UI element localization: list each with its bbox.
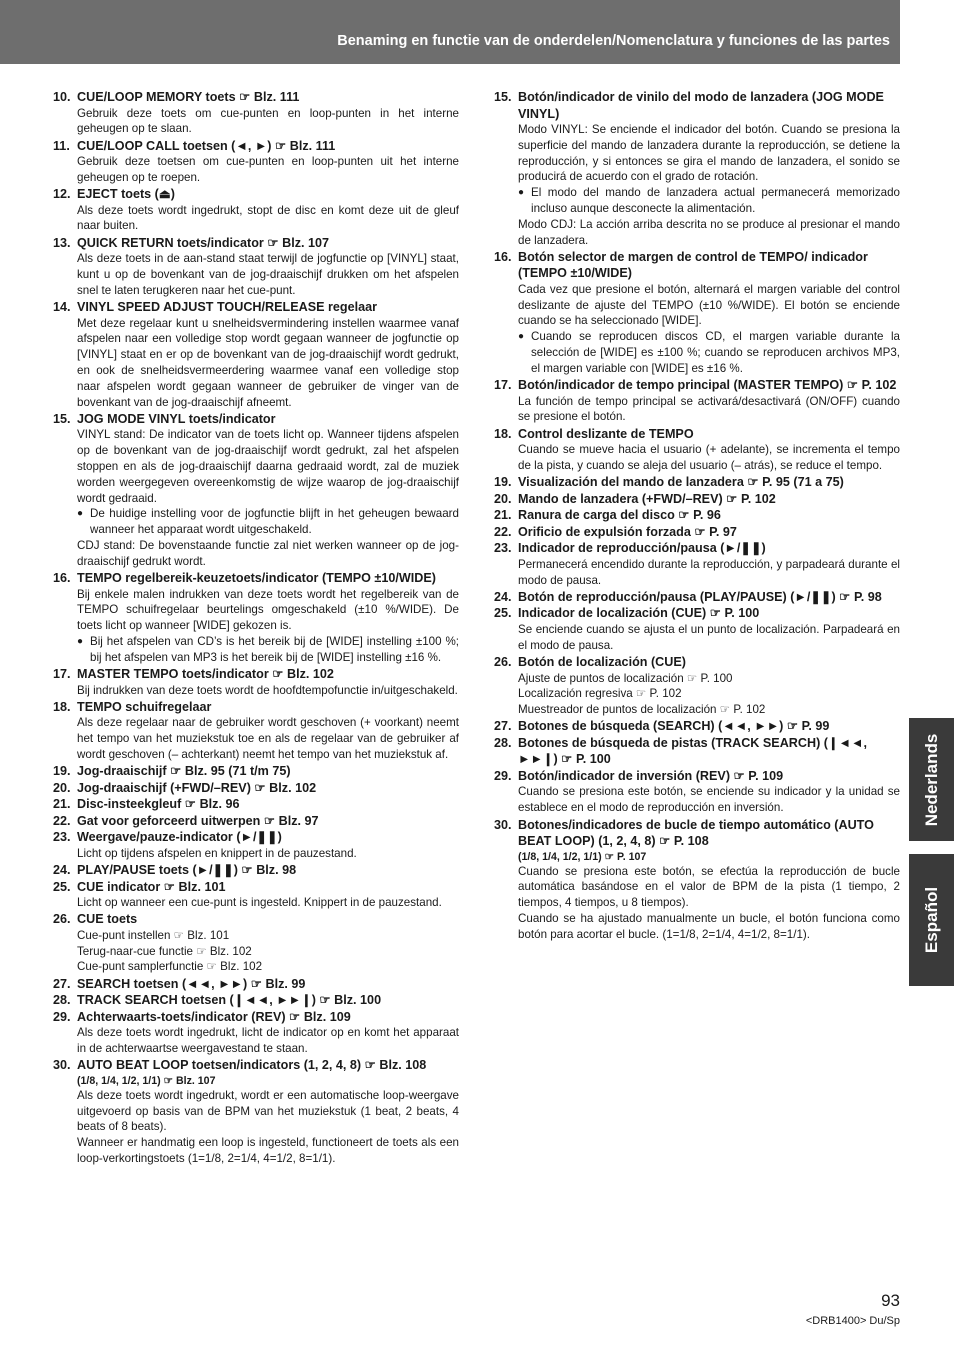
list-item (53, 879, 459, 911)
item-description: Gebruik deze toets om cue-punten en loop-punten in het interne geheugen op te slaan. (77, 106, 459, 136)
bullet-note: ● El modo del mando de lanzadera actual permanecerá memorizado incluso aunque desconecte la alimentación. (518, 185, 900, 217)
item-description: Cue-punt instellen ☞ Blz. 101 Terug-naar-cue functie ☞ Blz. 102 Cue-punt samplerfunctie ☞ Blz. 102 (77, 928, 263, 974)
list-item (53, 138, 459, 186)
item-description: Se enciende cuando se ajusta el un punto de localización. Parpadeará en el modo de pausa. (518, 622, 900, 652)
list-item (53, 992, 459, 1009)
language-label: Español (921, 886, 941, 954)
item-description: La función de tempo principal se activará/desactivará (ON/OFF) cuando se presione el botón. (518, 394, 900, 424)
item-subtitle: (1/8, 1/4, 1/2, 1/1) ☞ P. 107 (518, 850, 647, 863)
item-description: Cuando se mueve hacia el usuario (+ adelante), se incrementa el tempo de la pista, y cuando se aleja del usuario (– atrás), se reduce el tempo. (518, 443, 900, 473)
item-title: 22. Orificio de expulsión forzada ☞ P. 97 (494, 524, 737, 539)
item-title: 24. Botón de reproducción/pausa (PLAY/PAUSE) (►/❚❚) ☞ P. 98 (494, 589, 882, 604)
list-item (53, 796, 459, 813)
item-title: 12. EJECT toets (⏏) (53, 187, 175, 202)
bullet-note: ● Cuando se reproducen discos CD, el margen variable durante la selección de [WIDE] es ±100 %; cuando se reproducen archivos MP3, el margen variable con [WIDE] es ±16 %. (518, 329, 900, 376)
item-title: 26. CUE toets (53, 912, 138, 927)
list-item (53, 299, 459, 410)
right-column (494, 89, 900, 943)
item-title: 20. Mando de lanzadera (+FWD/–REV) ☞ P. 102 (494, 491, 776, 506)
item-description: Cuando se presiona este botón, se enciende su indicador y la unidad se establece en el modo de reproducción en inversión. (518, 785, 900, 815)
item-description: Als deze toets wordt ingedrukt, licht de indicator op en komt het apparaat in de achterwaartse weergavestand te staan. (77, 1026, 459, 1056)
item-title: 29. Botón/indicador de inversión (REV) ☞ P. 109 (494, 768, 784, 783)
list-item (53, 1057, 459, 1166)
item-title: 10. CUE/LOOP MEMORY toets ☞ Blz. 111 (53, 90, 300, 104)
list-item (494, 426, 900, 474)
item-description: VINYL stand: De indicator van de toets licht op. Wanneer tijdens afspelen op de bovenkant van de jog-draaischijf wordt gedrukt, zal het afspelen stoppen en als de jog-draaischijf daarna gedraaid wordt, zal de muziek worden weergegeven overeenkomstig de wijze waarop de jog-draaischijf wordt gedraaid. ● De huidige instelling voor de jogfunctie blijft in het geheugen bewaard wanneer het apparaat wordt uitgeschakeld. CDJ stand: De bovenstaande functie zal niet werken wanneer op de jog-draaischijf gedrukt wordt. (53, 427, 459, 569)
item-title: 19. Visualización del mando de lanzadera ☞ P. 95 (71 a 75) (494, 475, 844, 490)
list-item (53, 666, 459, 698)
item-title: 18. Control deslizante de TEMPO (494, 426, 694, 441)
language-tab-nederlands (909, 718, 954, 841)
item-title: 27. Botones de búsqueda (SEARCH) (◄◄, ►►) ☞ P. 99 (494, 719, 830, 734)
list-item (53, 780, 459, 797)
item-title: 23. Weergave/pauze-indicator (►/❚❚) (53, 830, 282, 845)
list-item (494, 735, 900, 768)
item-description: Permanecerá encendido durante la reproducción, y parpadeará durante el modo de pausa. (518, 557, 900, 587)
item-description: Bij enkele malen indrukken van deze toets wordt het regelbereik van de TEMPO schuifregelaar beurtelings omgeschakeld (±10 %/WIDE). De toets licht op wanneer [WIDE] gekozen is. ● Bij het afspelen van CD’s is het bereik bij de [WIDE] instelling ±100 %; bij het afspelen van MP3 is het bereik bij de [WIDE] instelling ±16 %. (53, 587, 459, 666)
list-item (494, 474, 900, 491)
list-item (494, 524, 900, 541)
list-item (53, 1009, 459, 1057)
item-description: Licht op tijdens afspelen en knippert in de pauzestand. (77, 846, 357, 860)
page-number: 93 (881, 1291, 900, 1310)
item-title: 13. QUICK RETURN toets/indicator ☞ Blz. 107 (53, 235, 330, 250)
list-item (494, 377, 900, 425)
item-title: 27. SEARCH toetsen (◄◄, ►►) ☞ Blz. 99 (53, 976, 306, 991)
item-title: 20. Jog-draaischijf (+FWD/–REV) ☞ Blz. 102 (53, 780, 317, 795)
list-item (53, 186, 459, 234)
item-title: 30. AUTO BEAT LOOP toetsen/indicators (1, 2, 4, 8) ☞ Blz. 108 (53, 1058, 427, 1073)
list-item (53, 911, 459, 975)
item-title: 28. TRACK SEARCH toetsen (❙◄◄, ►►❙) ☞ Blz. 100 (53, 993, 382, 1008)
item-description: Met deze regelaar kunt u snelheidsvermindering instellen waarmee vanaf afspelen naar een volledige stop wordt gegaan wanneer de jogfunctie op [VINYL] staat en er op de bovenkant van de jog-draaischijf wordt gedrukt, en ook de snelheidsvermeerdering waarmee vanaf een volledige stop naar afspelen wordt gegaan wanneer de gebruiker de vinger van de bovenkant van de jog-draaischijf afneemt. (77, 316, 459, 409)
item-description: Als deze toets wordt ingedrukt, wordt er een automatische loop-weergave uitgevoerd op basis van de BPM van het muziekstuk (1 beat, 2 beats, 4 beats of 8 beats). Wanneer er handmatig een loop is ingesteld, functioneert de toets als een loop-verkortingstoets (1=1/8, 2=1/4, 4=1/2, 8=1/1). (77, 1088, 459, 1166)
list-item (53, 763, 459, 780)
item-description: Licht op wanneer een cue-punt is ingesteld. Knippert in de pauzestand. (77, 896, 442, 910)
item-title: 16. Botón selector de margen de control de TEMPO/ indicador (TEMPO ±10/WIDE) (494, 249, 868, 281)
item-description: Als deze regelaar naar de gebruiker wordt geschoven (+ voorkant) neemt het tempo van het muziekstuk toe en als de regelaar van de gebruiker af wordt geschoven (– achterkant) neemt het tempo van het muziekstuk af. (77, 716, 459, 761)
item-description: Als deze toets wordt ingedrukt, stopt de disc en komt deze uit de gleuf naar buiten. (77, 203, 459, 233)
document-code: <DRB1400> Du/Sp (805, 1315, 900, 1327)
list-item (53, 89, 459, 137)
list-item (53, 235, 459, 299)
list-item (53, 829, 459, 861)
item-title: 15. Botón/indicador de vinilo del modo de lanzadera (JOG MODE VINYL) (494, 90, 884, 121)
item-title: 18. TEMPO schuifregelaar (53, 699, 212, 714)
item-title: 19. Jog-draaischijf ☞ Blz. 95 (71 t/m 75) (53, 764, 291, 779)
item-title: 17. Botón/indicador de tempo principal (MASTER TEMPO) ☞ P. 102 (494, 378, 897, 393)
list-item (53, 976, 459, 993)
item-description: Gebruik deze toetsen om cue-punten en loop-punten uit het interne geheugen op te roepen. (77, 155, 459, 184)
item-title: 11. CUE/LOOP CALL toetsen (◄, ►) ☞ Blz. 111 (53, 138, 336, 153)
item-title: 26. Botón de localización (CUE) (494, 655, 686, 670)
item-title: 21. Ranura de carga del disco ☞ P. 96 (494, 508, 721, 523)
item-title: 23. Indicador de reproducción/pausa (►/❚❚) (494, 541, 766, 556)
bullet-note: ● De huidige instelling voor de jogfunctie blijft in het geheugen bewaard wanneer het apparaat wordt uitgeschakeld. (77, 506, 459, 538)
list-item (53, 570, 459, 665)
list-item (494, 89, 900, 248)
list-item (494, 654, 900, 718)
left-column (53, 89, 459, 1167)
list-item (494, 249, 900, 377)
list-item (53, 862, 459, 879)
list-item (53, 699, 459, 763)
language-tab-espanol (909, 854, 954, 986)
item-description: Als deze toets in de aan-stand staat terwijl de jogfunctie op [VINYL] staat, kunt u op de bovenkant van de jog-draaischijf drukken om het afspelen snel te laten terugkeren naar het cue-punt. (77, 252, 459, 297)
item-title: 15. JOG MODE VINYL toets/indicator (53, 411, 276, 426)
item-description: Modo VINYL: Se enciende el indicador del botón. Cuando se presiona la superficie del mando de lanzadera durante la reproducción, se detiene la reproducción, y si entonces se gira el mando de lanzadera, el sonido se producirá de acuerdo con el grado de rotación. ● El modo del mando de lanzadera actual permanecerá memorizado incluso aunque desconecte la alimentación. Modo CDJ: La acción arriba descrita no se produce al presionar el mando de lanzadera. (494, 122, 900, 248)
list-item (494, 507, 900, 524)
header-title: Benaming en functie van de onderdelen/Nomenclatura y funciones de las partes (337, 33, 890, 49)
item-title: 16. TEMPO regelbereik-keuzetoets/indicator (TEMPO ±10/WIDE) (53, 571, 436, 586)
list-item (494, 589, 900, 606)
list-item (53, 411, 459, 570)
list-item (53, 813, 459, 830)
item-description: Ajuste de puntos de localización ☞ P. 100 Localización regresiva ☞ P. 102 Muestreador de puntos de localización ☞ P. 102 (518, 671, 766, 717)
item-description: Bij indrukken van deze toets wordt de hoofdtempofunctie in/uitgeschakeld. (77, 683, 458, 697)
list-item (494, 540, 900, 588)
language-label: Nederlands (921, 733, 941, 826)
item-title: 22. Gat voor geforceerd uitwerpen ☞ Blz. 97 (53, 813, 319, 828)
page-header (0, 0, 900, 64)
item-title: 25. CUE indicator ☞ Blz. 101 (53, 879, 226, 894)
item-title: 14. VINYL SPEED ADJUST TOUCH/RELEASE regelaar (53, 300, 377, 315)
item-subtitle: (1/8, 1/4, 1/2, 1/1) ☞ Blz. 107 (77, 1074, 216, 1087)
item-description: Cada vez que presione el botón, alternará el margen variable del control deslizante de ajuste del TEMPO (±10 %/WIDE). El botón se enciende cuando se ha seleccionado [WIDE]. ● Cuando se reproducen discos CD, el margen variable durante la selección de [WIDE] es ±100 %; cuando se reproducen archivos MP3, el margen variable con [WIDE] es ±16 %. (494, 282, 900, 377)
item-title: 30. Botones/indicadores de bucle de tiempo automático (AUTO BEAT LOOP) (1, 2, 4, 8) ☞ P. 108 (494, 817, 874, 849)
list-item (494, 718, 900, 735)
item-title: 29. Achterwaarts-toets/indicator (REV) ☞ Blz. 109 (53, 1009, 351, 1024)
item-title: 24. PLAY/PAUSE toets (►/❚❚) ☞ Blz. 98 (53, 863, 297, 878)
list-item (494, 491, 900, 508)
bullet-note: ● Bij het afspelen van CD’s is het bereik bij de [WIDE] instelling ±100 %; bij het afspelen van MP3 is het bereik bij de [WIDE] instelling ±16 %. (77, 634, 459, 666)
item-title: 25. Indicador de localización (CUE) ☞ P. 100 (494, 606, 760, 621)
item-title: 21. Disc-insteekgleuf ☞ Blz. 96 (53, 797, 240, 812)
item-description: Cuando se presiona este botón, se efectúa la reproducción de bucle automática basándose en el valor de BPM de la pista (1 tiempo, 2 tiempos, 4 tiempos, u 8 tiempos). Cuando se ha ajustado manualmente un bucle, el botón funciona como botón para acortar el bucle. (1=1/8, 2=1/4, 4=1/2, 8=1/1). (518, 864, 900, 941)
list-item (494, 605, 900, 653)
item-title: 17. MASTER TEMPO toets/indicator ☞ Blz. 102 (53, 667, 334, 682)
list-item (494, 817, 900, 943)
list-item (494, 768, 900, 816)
item-title: 28. Botones de búsqueda de pistas (TRACK SEARCH) (❙◄◄, ►►❙) ☞ P. 100 (494, 735, 867, 767)
